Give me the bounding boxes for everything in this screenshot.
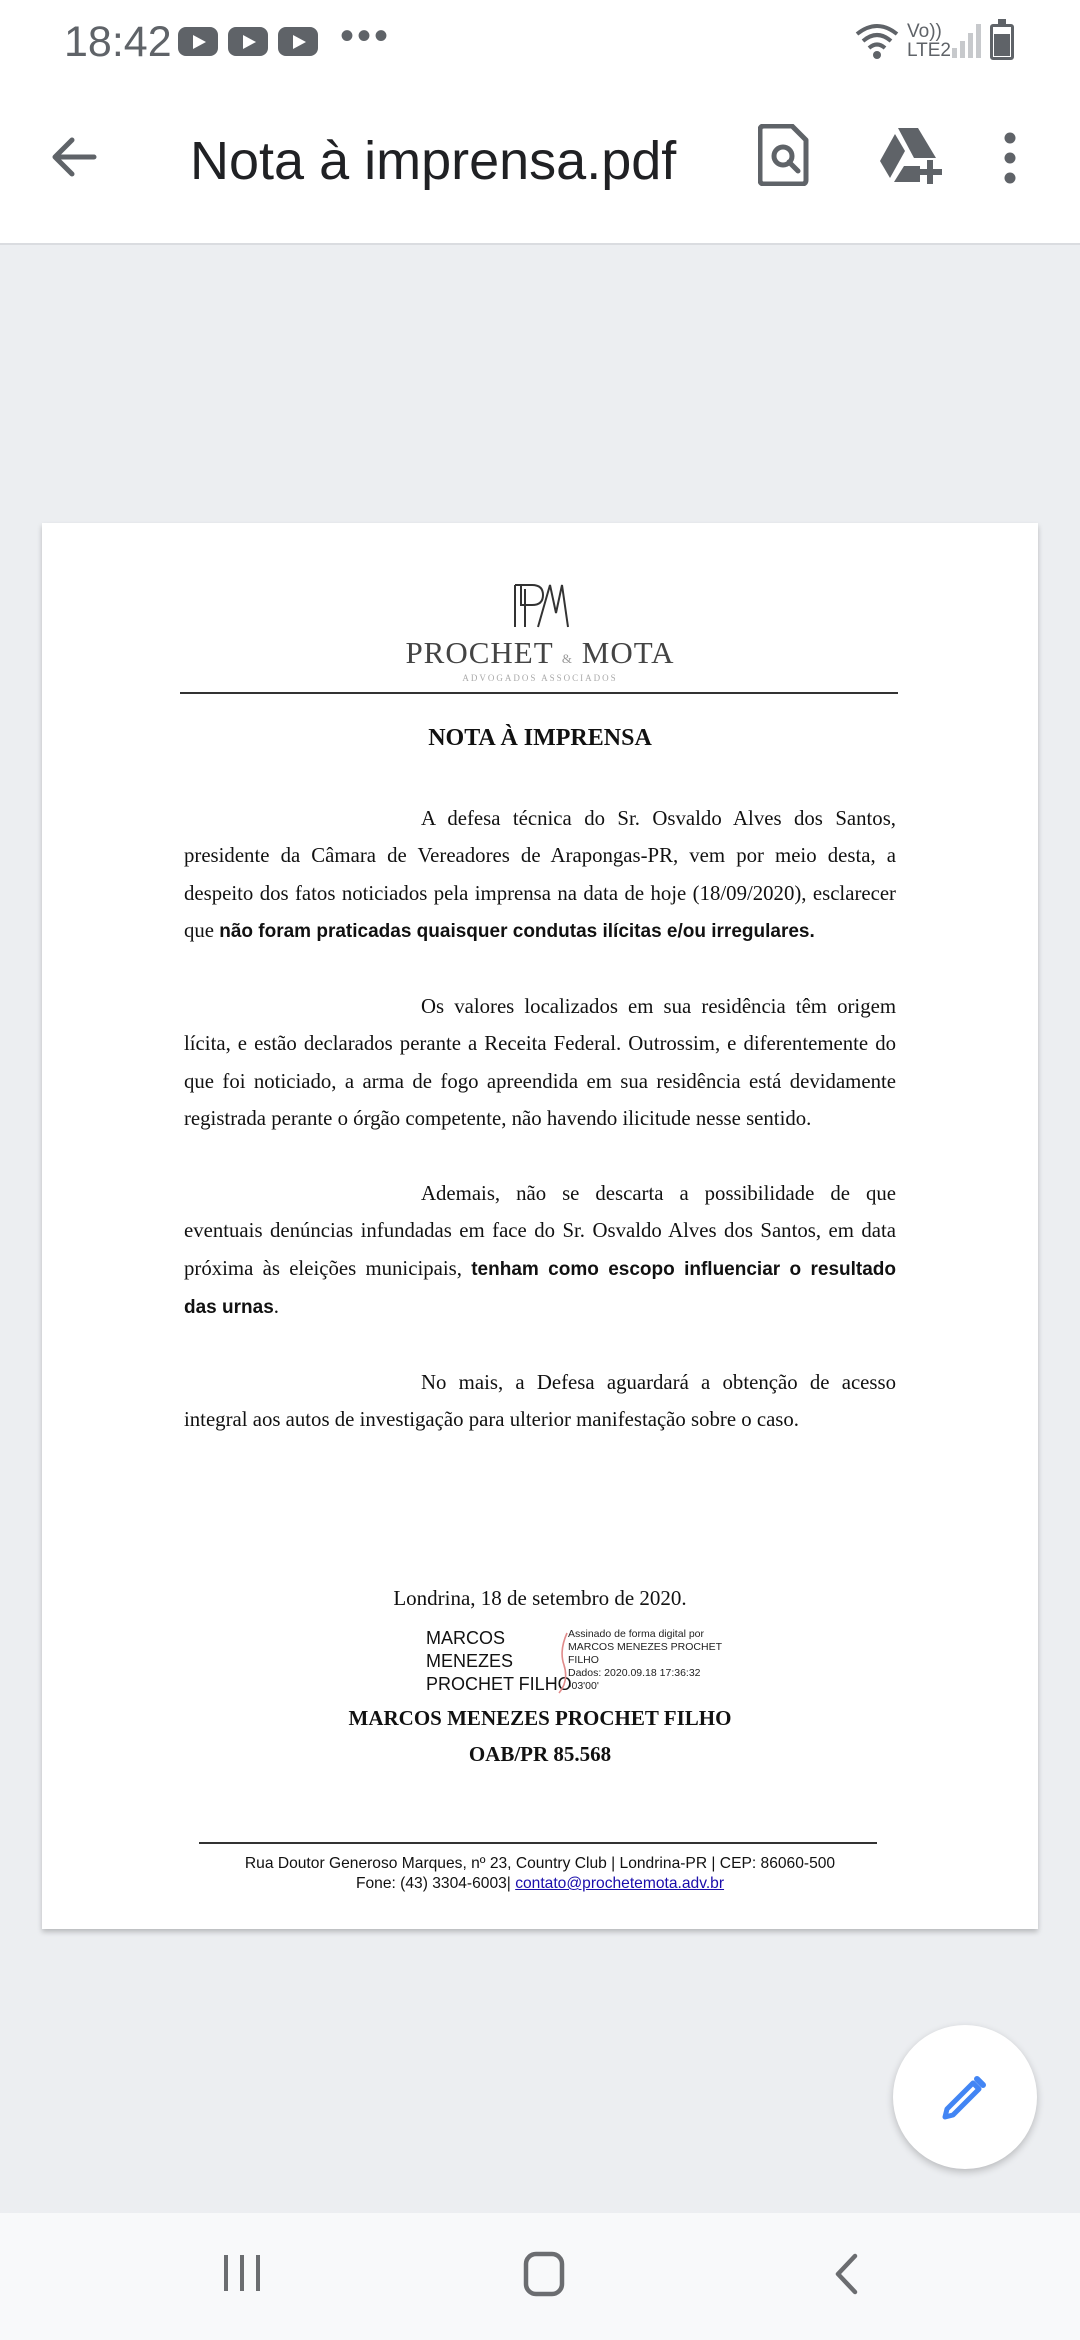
firm-logo-name [42,635,1038,671]
paragraph-2-text: Os valores localizados em sua residência têm origem lícita, e estão declarados perante a Receita Federal. Outrossim, e diferentemente do que foi noticiado, a arma de fogo apreendida em sua residência está devidamente registrada perante o órgão competente, não havendo ilicitude nesse sentido. [184,995,896,1131]
footer-divider [199,1842,877,1844]
note-heading: NOTA À IMPRENSA [428,725,652,751]
system-nav-bar [0,2213,1080,2340]
back-arrow-icon[interactable] [48,132,98,187]
battery-icon [990,24,1014,60]
footer-address: Rua Doutor Generoso Marques, nº 23, Country Club | Londrina-PR | CEP: 86060-500 [244,1855,836,1872]
app-bar [0,86,1080,245]
youtube-notification-icon [278,27,318,56]
digital-signature-name [426,1627,572,1696]
sig-name-line-3: PROCHET FILHO [426,1674,572,1694]
volte-indicator [907,22,951,60]
footer-email-link[interactable]: contato@prochetemota.adv.br [515,1875,725,1892]
recent-apps-icon[interactable] [222,2253,262,2298]
status-time: 18:42 [64,18,172,66]
note-body [184,800,896,1476]
paragraph-1-bold: não foram praticadas quaisquer condutas ilícitas e/ou irregulares. [219,921,815,943]
back-icon[interactable] [833,2253,859,2300]
paragraph-3 [184,1175,896,1327]
home-icon[interactable] [523,2251,565,2302]
lte-label: LTE2 [907,40,952,61]
sig-info-line-1: Assinado de forma digital por [568,1628,704,1640]
header-divider [180,692,898,694]
status-bar [0,0,1080,86]
volte-label: Vo)) [907,21,942,42]
pdf-page [42,523,1038,1929]
paragraph-3-bold: tenham como escopo influenciar o resultado das urnas [184,1258,897,1319]
firm-logo-mark [512,583,572,634]
wifi-icon [855,22,899,65]
signer-block [0,1700,1080,1772]
logo-name-left: PROCHET [405,635,554,670]
youtube-notification-icon [228,27,268,56]
document-title: Nota à imprensa.pdf [190,131,677,191]
paragraph-4 [184,1364,896,1439]
more-notifications-icon: ••• [340,14,392,58]
sig-info-line-4: Dados: 2020.09.18 17:36:32 [568,1667,701,1679]
signal-icon [952,24,982,63]
more-vert-icon[interactable] [1000,132,1020,189]
youtube-notification-icon [178,27,218,56]
sig-info-line-5: -03'00' [568,1680,599,1692]
signer-oab: OAB/PR 85.568 [468,1742,612,1766]
paragraph-3-text: Ademais, não se descarta a possibilidade de que eventuais denúncias infundadas em face do Sr. Osvaldo Alves dos Santos, em data próxima às eleições municipais, [184,1182,896,1280]
signer-name: MARCOS MENEZES PROCHET FILHO [348,1706,732,1730]
paragraph-3-end: . [273,1295,279,1319]
paragraph-2 [184,988,896,1138]
sig-name-line-2: MENEZES [426,1651,514,1671]
paragraph-1 [184,800,896,951]
add-to-drive-icon[interactable] [880,126,944,189]
sig-info-line-3: FILHO [568,1654,599,1666]
firm-logo-subtitle: ADVOGADOS ASSOCIADOS [462,673,618,683]
footer-contact [42,1874,1038,1894]
logo-name-right: MOTA [581,635,675,670]
document-footer [42,1854,1038,1894]
sig-name-line-1: MARCOS [426,1628,506,1648]
edit-pencil-icon [939,2071,991,2123]
paragraph-4-text: No mais, a Defesa aguardará a obtenção de acesso integral aos autos de investigação para ulterior manifestação sobre o caso. [184,1371,896,1432]
find-in-document-icon[interactable] [758,124,812,191]
place-date: Londrina, 18 de setembro de 2020. [393,1586,687,1610]
paragraph-1-text: A defesa técnica do Sr. Osvaldo Alves dos Santos, presidente da Câmara de Vereadores de Arapongas-PR, vem por meio desta, a despeito dos fatos noticiados pela imprensa na data de hoje (18/09/2020), esclarecer que [184,807,896,943]
digital-signature-info [568,1628,722,1693]
logo-ampersand: & [561,651,573,666]
sig-info-line-2: MARCOS MENEZES PROCHET [568,1641,723,1653]
footer-phone: Fone: (43) 3304-6003| [355,1875,516,1892]
edit-fab-button[interactable] [893,2025,1037,2169]
